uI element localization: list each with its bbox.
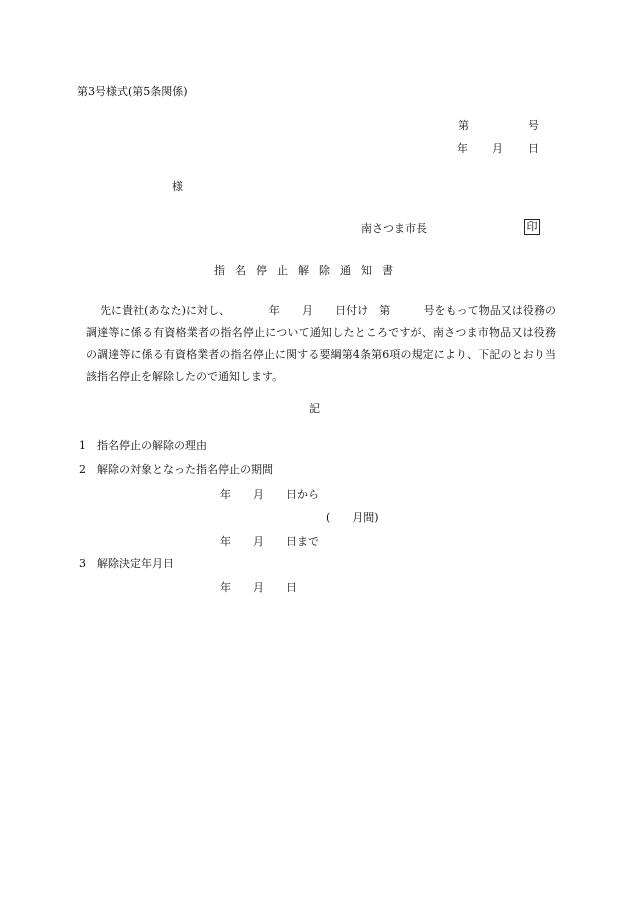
issue-date-year: 年	[457, 142, 468, 155]
period-from: 年 月 日から	[220, 488, 319, 501]
issue-date-day: 日	[528, 142, 539, 155]
form-number: 第3号様式(第5条関係)	[77, 85, 188, 98]
period-months: ( 月間)	[326, 511, 379, 524]
ki-heading: 記	[309, 402, 320, 415]
item-reason: 1 指名停止の解除の理由	[79, 439, 207, 452]
item-period: 2 解除の対象となった指名停止の期間	[79, 463, 273, 476]
seal-stamp: 印	[524, 219, 540, 235]
doc-number-prefix: 第	[458, 119, 469, 132]
body-paragraph: 先に貴社(あなた)に対し、 年 月 日付け 第 号をもって物品又は役務の調達等に係る有資格業者の指名停止について通知したところですが、南さつま市物品又は役務の調達等に係る有資格業者の指名停止に関する要綱第4条第6項の規定により、下記のとおり当該指名停止を解除したので通知します。	[86, 304, 556, 383]
decision-date: 年 月 日	[220, 581, 297, 594]
issuer-name: 南さつま市長	[361, 222, 427, 235]
period-to: 年 月 日まで	[220, 535, 319, 548]
item-decision-date: 3 解除決定年月日	[79, 557, 174, 570]
doc-number-suffix: 号	[528, 119, 539, 132]
document-title: 指名停止解除通知書	[214, 264, 403, 277]
issue-date-month: 月	[492, 142, 503, 155]
addressee: 様	[172, 180, 183, 193]
